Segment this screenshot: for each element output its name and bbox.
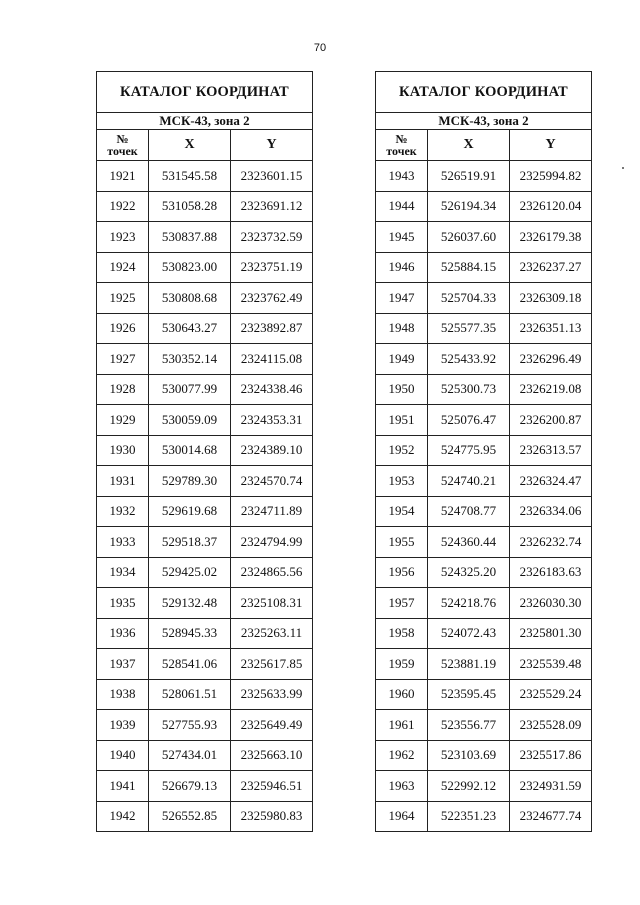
number-sign: №	[395, 132, 408, 146]
x-coordinate-cell: 529132.48	[149, 588, 231, 619]
table-row	[376, 588, 592, 619]
x-coordinate-cell: 529619.68	[149, 496, 231, 527]
x-coordinate-cell: 524775.95	[428, 435, 510, 466]
point-number-cell: 1951	[376, 405, 428, 436]
point-number-cell: 1932	[97, 496, 149, 527]
table-row	[97, 313, 313, 344]
y-coordinate-cell: 2326237.27	[510, 252, 592, 283]
x-coordinate-cell: 525577.35	[428, 313, 510, 344]
points-label: точек	[386, 144, 417, 158]
y-coordinate-cell: 2324794.99	[231, 527, 313, 558]
y-coordinate-cell: 2326351.13	[510, 313, 592, 344]
table-row	[376, 496, 592, 527]
point-number-cell: 1954	[376, 496, 428, 527]
table-row	[97, 466, 313, 497]
point-number-cell: 1943	[376, 161, 428, 192]
table-row	[97, 618, 313, 649]
point-number-cell: 1958	[376, 618, 428, 649]
table-row	[376, 771, 592, 802]
point-number-cell: 1953	[376, 466, 428, 497]
y-coordinate-cell: 2325263.11	[231, 618, 313, 649]
y-coordinate-cell: 2326334.06	[510, 496, 592, 527]
point-number-cell: 1960	[376, 679, 428, 710]
x-column-header: X	[149, 130, 231, 161]
x-coordinate-cell: 528541.06	[149, 649, 231, 680]
x-coordinate-cell: 525704.33	[428, 283, 510, 314]
x-coordinate-cell: 523556.77	[428, 710, 510, 741]
table-row	[376, 649, 592, 680]
point-number-cell: 1957	[376, 588, 428, 619]
x-coordinate-cell: 523881.19	[428, 649, 510, 680]
point-number-cell: 1956	[376, 557, 428, 588]
y-coordinate-cell: 2324353.31	[231, 405, 313, 436]
point-number-cell: 1961	[376, 710, 428, 741]
table-row	[376, 374, 592, 405]
y-coordinate-cell: 2326313.57	[510, 435, 592, 466]
table-row	[97, 496, 313, 527]
point-number-cell: 1922	[97, 191, 149, 222]
y-coordinate-cell: 2325539.48	[510, 649, 592, 680]
point-number-cell: 1936	[97, 618, 149, 649]
y-coordinate-cell: 2324115.08	[231, 344, 313, 375]
point-number-cell: 1926	[97, 313, 149, 344]
table-row	[97, 405, 313, 436]
catalog-title: КАТАЛОГ КООРДИНАТ	[376, 72, 592, 113]
table-row	[376, 222, 592, 253]
y-coordinate-cell: 2324677.74	[510, 801, 592, 832]
point-number-cell: 1950	[376, 374, 428, 405]
point-number-cell: 1937	[97, 649, 149, 680]
x-coordinate-cell: 522992.12	[428, 771, 510, 802]
point-number-cell: 1940	[97, 740, 149, 771]
x-coordinate-cell: 530014.68	[149, 435, 231, 466]
y-coordinate-cell: 2323751.19	[231, 252, 313, 283]
number-sign: №	[116, 132, 129, 146]
catalog-title: КАТАЛОГ КООРДИНАТ	[97, 72, 313, 113]
point-number-cell: 1934	[97, 557, 149, 588]
point-number-header	[376, 130, 428, 161]
table-row	[97, 801, 313, 832]
y-coordinate-cell: 2326219.08	[510, 374, 592, 405]
y-coordinate-cell: 2326120.04	[510, 191, 592, 222]
x-coordinate-cell: 525076.47	[428, 405, 510, 436]
x-coordinate-cell: 526037.60	[428, 222, 510, 253]
table-row	[97, 161, 313, 192]
point-number-cell: 1928	[97, 374, 149, 405]
coordinate-system-zone: МСК-43, зона 2	[376, 113, 592, 130]
table-row	[97, 588, 313, 619]
table-row	[376, 283, 592, 314]
table-row	[376, 557, 592, 588]
coordinate-catalog-table-left	[96, 71, 313, 832]
point-number-cell: 1921	[97, 161, 149, 192]
y-coordinate-cell: 2325529.24	[510, 679, 592, 710]
y-coordinate-cell: 2325994.82	[510, 161, 592, 192]
table-row	[97, 374, 313, 405]
y-coordinate-cell: 2326232.74	[510, 527, 592, 558]
y-coordinate-cell: 2325528.09	[510, 710, 592, 741]
table-row	[97, 679, 313, 710]
y-coordinate-cell: 2324570.74	[231, 466, 313, 497]
point-number-cell: 1944	[376, 191, 428, 222]
y-coordinate-cell: 2325980.83	[231, 801, 313, 832]
table-row	[97, 283, 313, 314]
point-number-cell: 1927	[97, 344, 149, 375]
x-coordinate-cell: 526519.91	[428, 161, 510, 192]
points-label: точек	[107, 144, 138, 158]
point-number-cell: 1931	[97, 466, 149, 497]
y-coordinate-cell: 2325663.10	[231, 740, 313, 771]
y-coordinate-cell: 2326200.87	[510, 405, 592, 436]
point-number-cell: 1959	[376, 649, 428, 680]
table-row	[376, 679, 592, 710]
point-number-cell: 1933	[97, 527, 149, 558]
x-coordinate-cell: 524708.77	[428, 496, 510, 527]
x-coordinate-cell: 530808.68	[149, 283, 231, 314]
table-row	[97, 527, 313, 558]
x-coordinate-cell: 528945.33	[149, 618, 231, 649]
x-coordinate-cell: 527434.01	[149, 740, 231, 771]
y-coordinate-cell: 2323892.87	[231, 313, 313, 344]
y-coordinate-cell: 2323732.59	[231, 222, 313, 253]
table-row	[376, 191, 592, 222]
table-row	[97, 344, 313, 375]
y-coordinate-cell: 2324865.56	[231, 557, 313, 588]
x-coordinate-cell: 524360.44	[428, 527, 510, 558]
point-number-cell: 1955	[376, 527, 428, 558]
y-coordinate-cell: 2326309.18	[510, 283, 592, 314]
x-coordinate-cell: 526679.13	[149, 771, 231, 802]
x-coordinate-cell: 529425.02	[149, 557, 231, 588]
point-number-cell: 1923	[97, 222, 149, 253]
x-coordinate-cell: 522351.23	[428, 801, 510, 832]
point-number-cell: 1929	[97, 405, 149, 436]
x-coordinate-cell: 530059.09	[149, 405, 231, 436]
point-number-cell: 1945	[376, 222, 428, 253]
point-number-cell: 1947	[376, 283, 428, 314]
y-coordinate-cell: 2324711.89	[231, 496, 313, 527]
y-column-header: Y	[231, 130, 313, 161]
x-coordinate-cell: 528061.51	[149, 679, 231, 710]
x-coordinate-cell: 526552.85	[149, 801, 231, 832]
y-coordinate-cell: 2326324.47	[510, 466, 592, 497]
table-row	[97, 435, 313, 466]
point-number-cell: 1925	[97, 283, 149, 314]
y-coordinate-cell: 2324931.59	[510, 771, 592, 802]
point-number-cell: 1930	[97, 435, 149, 466]
x-coordinate-cell: 525300.73	[428, 374, 510, 405]
table-row	[97, 771, 313, 802]
y-coordinate-cell: 2325946.51	[231, 771, 313, 802]
table-row	[376, 405, 592, 436]
point-number-cell: 1941	[97, 771, 149, 802]
table-row	[376, 252, 592, 283]
y-coordinate-cell: 2325633.99	[231, 679, 313, 710]
y-coordinate-cell: 2325649.49	[231, 710, 313, 741]
point-number-cell: 1942	[97, 801, 149, 832]
coordinate-catalog-table-right	[375, 71, 592, 832]
y-coordinate-cell: 2326183.63	[510, 557, 592, 588]
x-coordinate-cell: 529518.37	[149, 527, 231, 558]
table-row	[97, 191, 313, 222]
y-coordinate-cell: 2326296.49	[510, 344, 592, 375]
table-row	[376, 435, 592, 466]
table-row	[97, 649, 313, 680]
y-coordinate-cell: 2323762.49	[231, 283, 313, 314]
table-row	[376, 801, 592, 832]
point-number-cell: 1946	[376, 252, 428, 283]
x-coordinate-cell: 530823.00	[149, 252, 231, 283]
table-row	[376, 527, 592, 558]
point-number-header	[97, 130, 149, 161]
x-coordinate-cell: 524218.76	[428, 588, 510, 619]
table-row	[376, 161, 592, 192]
y-coordinate-cell: 2325517.86	[510, 740, 592, 771]
table-row	[376, 710, 592, 741]
y-coordinate-cell: 2325801.30	[510, 618, 592, 649]
x-coordinate-cell: 526194.34	[428, 191, 510, 222]
table-row	[97, 252, 313, 283]
table-row	[376, 740, 592, 771]
y-coordinate-cell: 2325108.31	[231, 588, 313, 619]
x-coordinate-cell: 531545.58	[149, 161, 231, 192]
y-coordinate-cell: 2326179.38	[510, 222, 592, 253]
page-number: 70	[313, 42, 327, 54]
table-row	[97, 557, 313, 588]
x-coordinate-cell: 530837.88	[149, 222, 231, 253]
x-coordinate-cell: 523595.45	[428, 679, 510, 710]
point-number-cell: 1924	[97, 252, 149, 283]
y-column-header: Y	[510, 130, 592, 161]
x-coordinate-cell: 530352.14	[149, 344, 231, 375]
table-row	[376, 313, 592, 344]
table-row	[97, 740, 313, 771]
point-number-cell: 1949	[376, 344, 428, 375]
point-number-cell: 1962	[376, 740, 428, 771]
x-coordinate-cell: 524325.20	[428, 557, 510, 588]
point-number-cell: 1939	[97, 710, 149, 741]
y-coordinate-cell: 2324338.46	[231, 374, 313, 405]
point-number-cell: 1935	[97, 588, 149, 619]
x-coordinate-cell: 524072.43	[428, 618, 510, 649]
table-row	[97, 710, 313, 741]
y-coordinate-cell: 2326030.30	[510, 588, 592, 619]
y-coordinate-cell: 2323601.15	[231, 161, 313, 192]
x-coordinate-cell: 527755.93	[149, 710, 231, 741]
x-coordinate-cell: 529789.30	[149, 466, 231, 497]
x-coordinate-cell: 530643.27	[149, 313, 231, 344]
x-coordinate-cell: 524740.21	[428, 466, 510, 497]
point-number-cell: 1938	[97, 679, 149, 710]
table-row	[376, 618, 592, 649]
x-coordinate-cell: 525433.92	[428, 344, 510, 375]
x-coordinate-cell: 530077.99	[149, 374, 231, 405]
x-coordinate-cell: 531058.28	[149, 191, 231, 222]
point-number-cell: 1948	[376, 313, 428, 344]
coordinate-system-zone: МСК-43, зона 2	[97, 113, 313, 130]
y-coordinate-cell: 2323691.12	[231, 191, 313, 222]
scan-speck	[622, 167, 624, 169]
point-number-cell: 1964	[376, 801, 428, 832]
point-number-cell: 1952	[376, 435, 428, 466]
table-row	[376, 344, 592, 375]
point-number-cell: 1963	[376, 771, 428, 802]
y-coordinate-cell: 2325617.85	[231, 649, 313, 680]
x-coordinate-cell: 523103.69	[428, 740, 510, 771]
x-column-header: X	[428, 130, 510, 161]
table-row	[97, 222, 313, 253]
table-row	[376, 466, 592, 497]
y-coordinate-cell: 2324389.10	[231, 435, 313, 466]
x-coordinate-cell: 525884.15	[428, 252, 510, 283]
